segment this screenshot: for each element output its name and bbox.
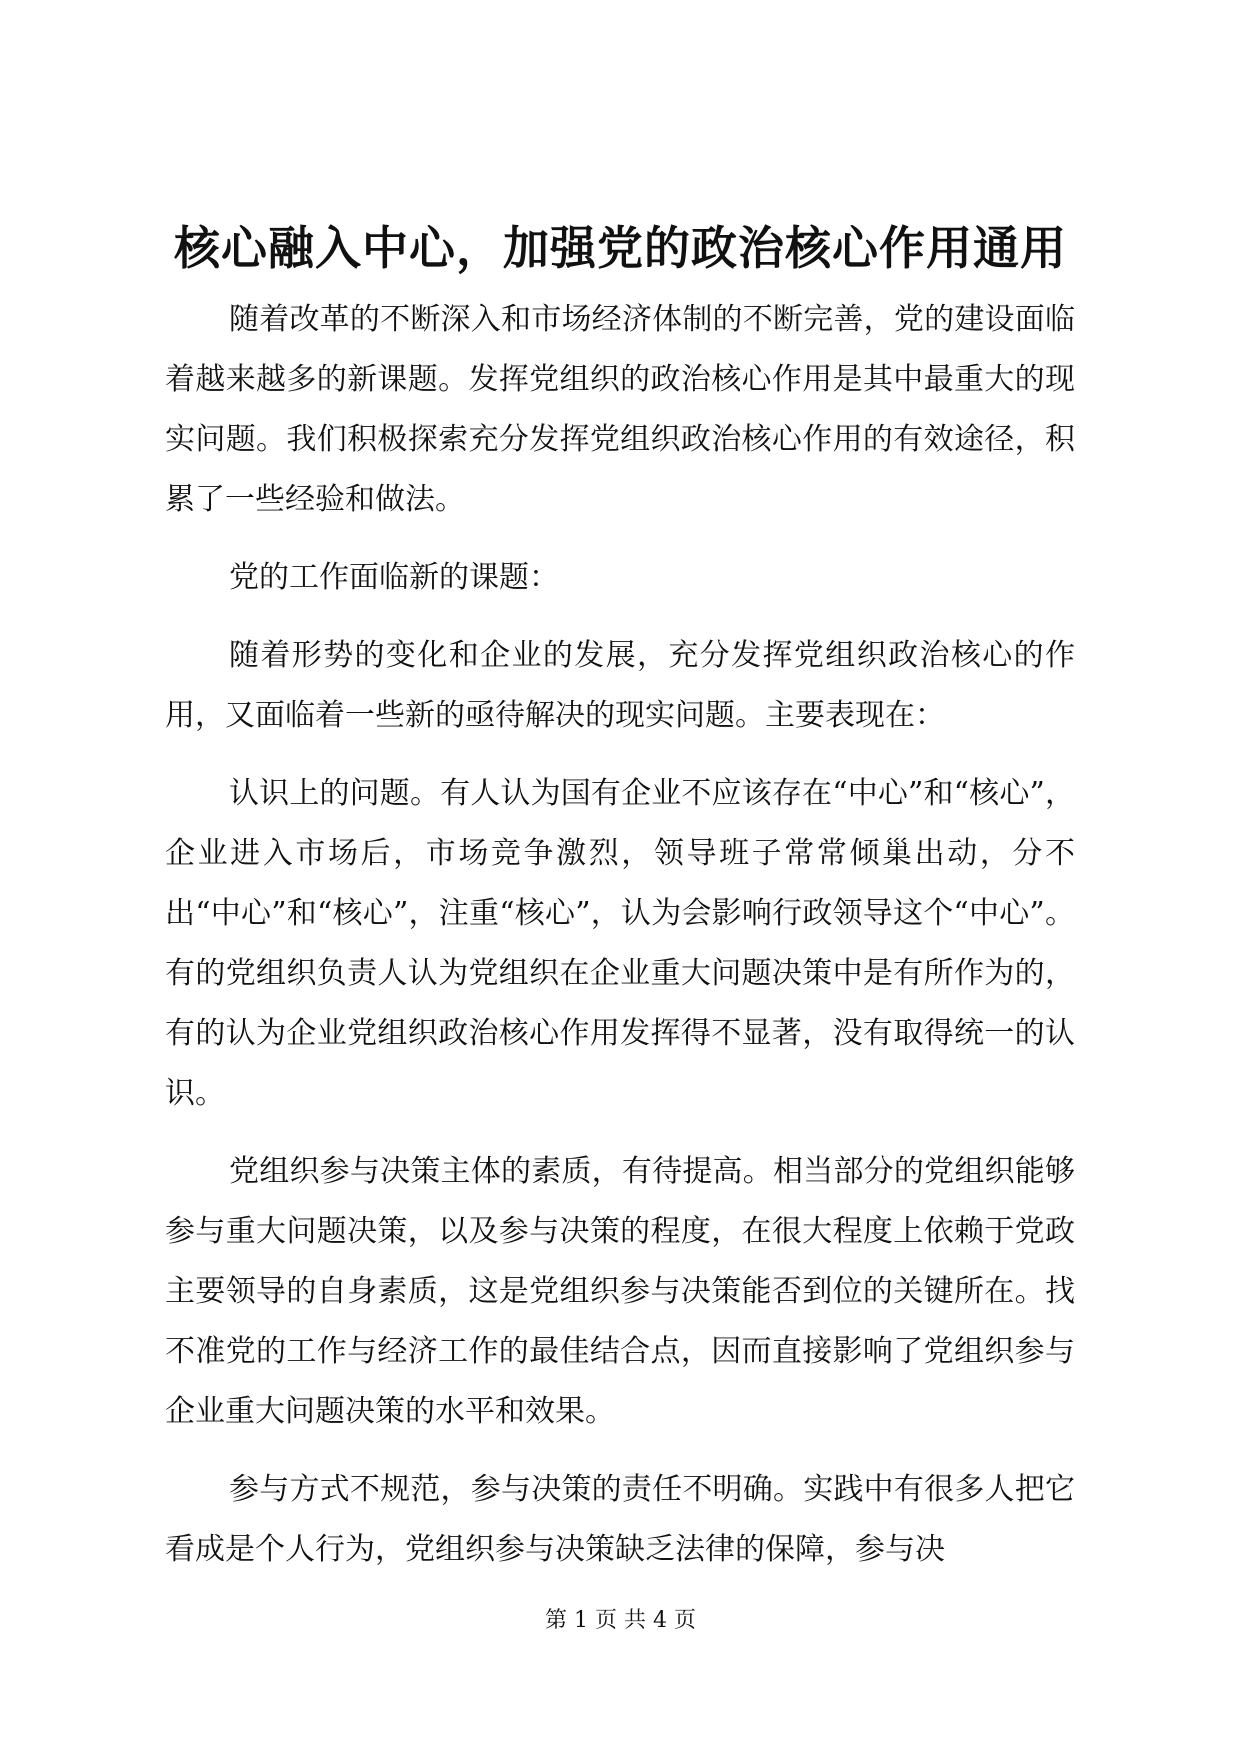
paragraph-new-topics-heading: 党的工作面临新的课题： bbox=[229, 560, 559, 595]
paragraph-new-problems: 随着形势的变化和企业的发展，充分发挥党组织政治核心的作用，又面临着一些新的亟待解决的现实问题。主要表现在： bbox=[165, 638, 1075, 733]
document-title: 核心融入中心，加强党的政治核心作用通用 bbox=[174, 221, 1067, 275]
page-number-footer: 第 1 页 共 4 页 bbox=[545, 1608, 696, 1633]
paragraph-quality-issue: 党组织参与决策主体的素质，有待提高。相当部分的党组织能够参与重大问题决策，以及参与决策的程度，在很大程度上依赖于党政主要领导的自身素质，这是党组织参与决策能否到位的关键所在。找不准党的工作与经济工作的最佳结合点，因而直接影响了党组织参与企业重大问题决策的水平和效果。 bbox=[165, 1154, 1075, 1429]
paragraph-participation-issue: 参与方式不规范，参与决策的责任不明确。实践中有很多人把它看成是个人行为，党组织参与决策缺乏法律的保障，参与决 bbox=[165, 1472, 1075, 1567]
paragraph-awareness-issue: 认识上的问题。有人认为国有企业不应该存在“中心”和“核心”，企业进入市场后，市场竞争激烈，领导班子常常倾巢出动，分不出“中心”和“核心”，注重“核心”，认为会影响行政领导这个“中心”。有的党组织负责人认为党组织在企业重大问题决策中是有所作为的，有的认为企业党组织政治核心作用发挥得不显著，没有取得统一的认识。 bbox=[165, 776, 1075, 1111]
paragraph-intro: 随着改革的不断深入和市场经济体制的不断完善，党的建设面临着越来越多的新课题。发挥党组织的政治核心作用是其中最重大的现实问题。我们积极探索充分发挥党组织政治核心作用的有效途径，积累了一些经验和做法。 bbox=[165, 302, 1075, 517]
document-body bbox=[165, 290, 1075, 1598]
